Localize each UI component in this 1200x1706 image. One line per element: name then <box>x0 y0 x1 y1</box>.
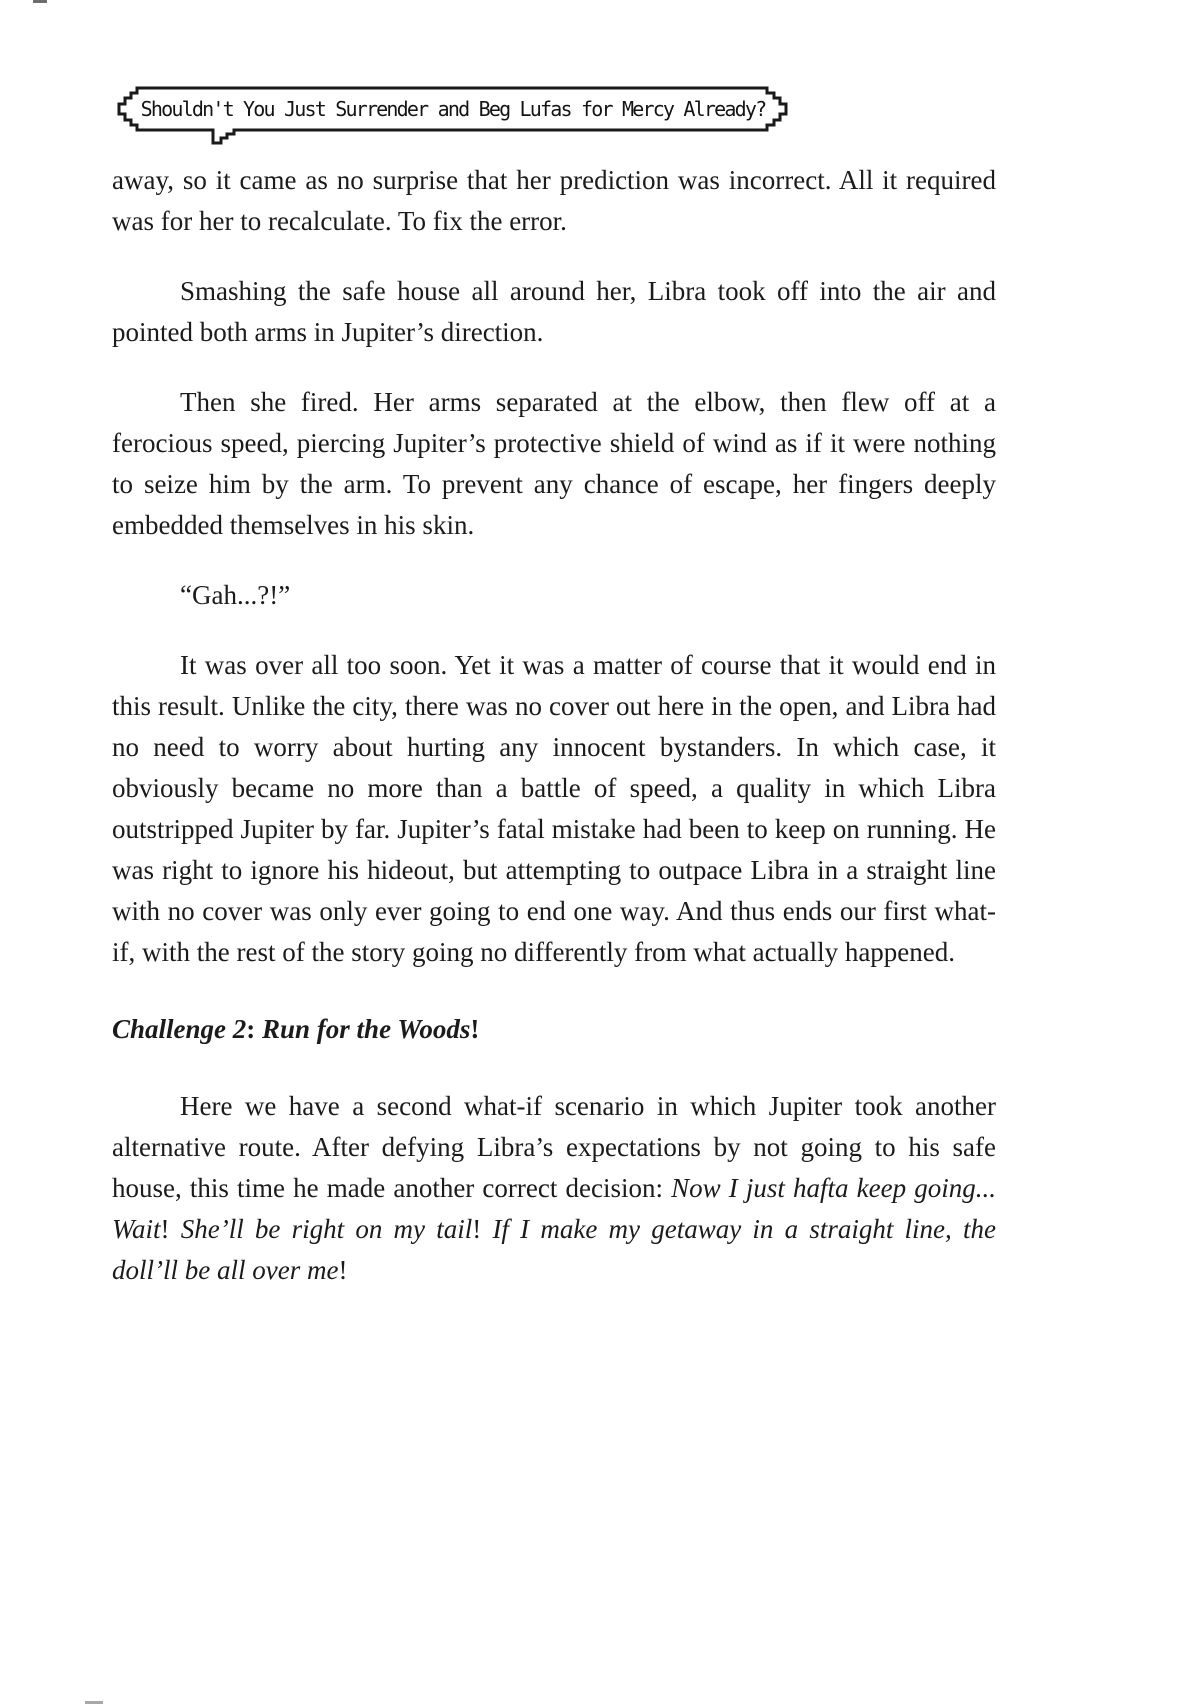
scan-artifact-top <box>33 0 47 3</box>
paragraph-text: away, so it came as no surprise that her prediction was incorrect. All it required was for her to recalculate. To fix the error. <box>112 165 996 236</box>
inner-thought-text: If I make my getaway in a straight line, the doll’ll be all over me <box>112 1214 996 1285</box>
inner-thought-text: She’ll be right on my tail <box>180 1214 473 1244</box>
inner-thought-text: Now I just hafta keep going... Wait <box>112 1173 996 1244</box>
dialogue-line <box>112 575 996 616</box>
page-text <box>112 160 996 1320</box>
paragraph-text: Then she fired. Her arms separated at the elbow, then flew off at a ferocious speed, piercing Jupiter’s protective shield of wind as if it were nothing to seize him by the arm. To prevent any chance of escape, her fingers deeply embedded themselves in his skin. <box>112 387 996 540</box>
heading-text: Run for the Woods <box>262 1014 471 1044</box>
heading-text: Challenge 2 <box>112 1014 247 1044</box>
paragraph-text: Smashing the safe house all around her, Libra took off into the air and pointed both arms in Jupiter’s direction. <box>112 276 996 347</box>
paragraph-text: Here we have a second what-if scenario in which Jupiter took another alternative route. After defying Libra’s expectations by not going to his safe house, this time he made another correct decision: <box>112 1091 996 1203</box>
paragraph <box>112 160 996 242</box>
heading-text: : <box>246 1014 263 1044</box>
scan-artifact-bottom <box>85 1701 103 1704</box>
heading-text: ! <box>470 1014 480 1044</box>
paragraph-text: ! <box>338 1255 348 1285</box>
section-heading <box>112 1009 996 1050</box>
chapter-title-bubble <box>115 84 791 146</box>
paragraph <box>112 645 996 973</box>
paragraph <box>112 382 996 546</box>
paragraph <box>112 1086 996 1291</box>
paragraph-text: It was over all too soon. Yet it was a matter of course that it would end in this result. Unlike the city, there was no cover out here in the open, and Libra had no need to worry about hurting any innocent bystanders. In which case, it obviously became no more than a battle of speed, a quality in which Libra outstripped Jupiter by far. Jupiter’s fatal mistake had been to keep on running. He was right to ignore his hideout, but attempting to outpace Libra in a straight line with no cover was only ever going to end one way. And thus ends our first what-if, with the rest of the story going no differently from what actually happened. <box>112 650 996 967</box>
paragraph-text: ! <box>472 1214 493 1244</box>
paragraph-text: ! <box>160 1214 181 1244</box>
dialogue-text: “Gah...?!” <box>180 580 291 610</box>
chapter-title-text: Shouldn't You Just Surrender and Beg Lufas for Mercy Already? <box>140 96 766 121</box>
paragraph <box>112 271 996 353</box>
